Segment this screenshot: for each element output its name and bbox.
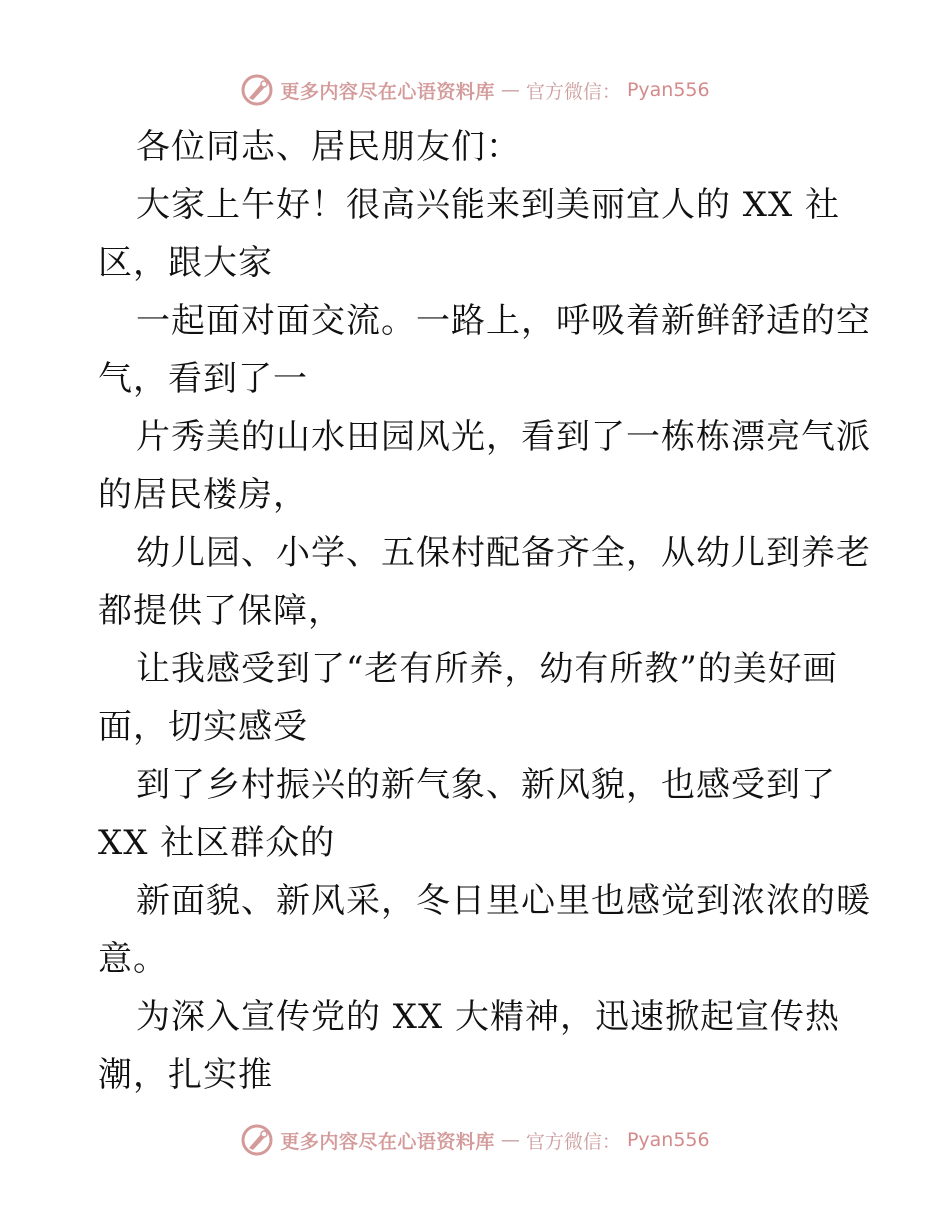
text-line: 面，切实感受 [98,707,308,747]
header-watermark [0,70,950,110]
text-line: 各位同志、居民朋友们： [136,127,521,167]
watermark-separator: — [500,79,520,101]
text-line: 一起面对面交流。一路上，呼吸着新鲜舒适的空 [136,301,871,341]
text-line: 都提供了保障， [98,591,343,631]
watermark-contact-label: 官方微信： [525,80,621,103]
watermark-brand: 更多内容尽在心语资料库 [280,80,495,103]
watermark-contact-id: Pyan556 [626,1129,710,1151]
watermark-contact-label: 官方微信： [525,1130,621,1153]
watermark-contact-id: Pyan556 [626,79,710,101]
watermark-brand: 更多内容尽在心语资料库 [280,1130,495,1153]
text-line: 区，跟大家 [98,243,273,283]
text-line: 的居民楼房， [98,475,308,515]
text-line: 气，看到了一 [98,359,308,399]
text-line: 潮，扎实推 [98,1055,273,1095]
footer-watermark [0,1120,950,1160]
text-line: XX 社区群众的 [98,823,336,863]
text-line: 新面貌、新风采，冬日里心里也感觉到浓浓的暖 [136,881,871,921]
document-body [0,118,950,1104]
text-line: 到了乡村振兴的新气象、新风貌，也感受到了 [136,765,836,805]
brush-pen-logo-icon [240,1123,274,1157]
watermark-separator: — [500,1129,520,1151]
brush-pen-logo-icon [240,73,274,107]
text-line: 片秀美的山水田园风光，看到了一栋栋漂亮气派 [136,417,871,457]
text-line: 幼儿园、小学、五保村配备齐全，从幼儿到养老 [136,533,871,573]
text-line: 让我感受到了“老有所养，幼有所教”的美好画 [136,649,838,689]
text-line: 为深入宣传党的 XX 大精神，迅速掀起宣传热 [136,997,841,1037]
text-line: 意。 [98,939,168,979]
text-line: 大家上午好！很高兴能来到美丽宜人的 XX 社 [136,185,841,225]
